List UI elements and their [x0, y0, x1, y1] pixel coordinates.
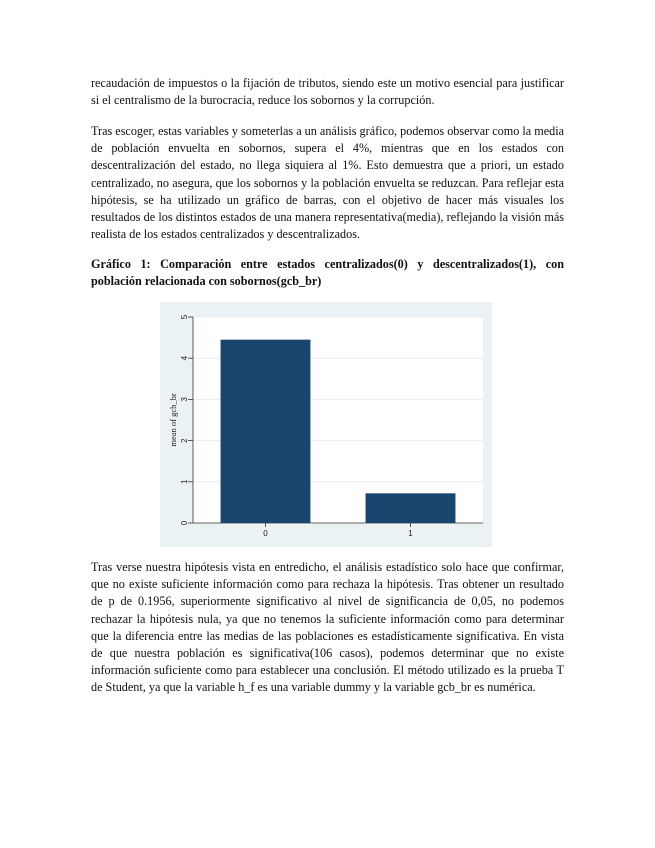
paragraph-analysis: Tras escoger, estas variables y someterlas a un análisis gráfico, podemos observar como la media de población envuelta en sobornos, supera el 4%, mientras que en los estados con descentralización del estado, no llega siquiera al 1%. Esto demuestra que a priori, un estado centralizado, no asegura, que los sobornos y la población envuelta se reduzcan. Para reflejar esta hipótesis, se ha utilizado un gráfico de barras, con el objetivo de hacer más visuales los resultados de los distintos estados de una manera representativa(media), reflejando la visión más realista de los estados centralizados y descentralizados. — [91, 124, 564, 242]
bar-chart — [160, 302, 492, 547]
y-tick-label: 3 — [180, 397, 189, 402]
y-tick-label: 0 — [180, 520, 189, 526]
bar — [221, 340, 311, 523]
y-tick-label: 2 — [180, 438, 189, 443]
figure-caption: Gráfico 1: Comparación entre estados centralizados(0) y descentralizados(1), con población relacionada con sobornos(gcb_br) — [91, 257, 564, 289]
bar-chart-svg — [160, 302, 492, 547]
y-tick-label: 5 — [180, 314, 189, 320]
paragraph-intro: recaudación de impuestos o la fijación de tributos, siendo este un motivo esencial para justificar si el centralismo de la burocracia, reduce los sobornos y la corrupción. — [91, 76, 564, 108]
bar — [366, 493, 456, 523]
y-tick-label: 1 — [180, 479, 189, 485]
paragraph-conclusion: Tras verse nuestra hipótesis vista en entredicho, el análisis estadístico solo hace que confirmar, que no existe suficiente información como para rechaza la hipótesis. Tras obtener un resultado de p de 0.1956, superiormente significativo al nivel de significancia de 0,05, no podemos rechazar la hipótesis nula, ya que no tenemos la suficiente información como para determinar que la diferencia entre las medias de las poblaciones es estadísticamente significativa. En vista de que nuestra población es significativa(106 casos), podemos determinar que no existe información suficiente como para establecer una conclusión. El método utilizado es la prueba T de Student, ya que la variable h_f es una variable dummy y la variable gcb_br es numérica. — [91, 560, 564, 695]
y-tick-label: 4 — [180, 355, 189, 361]
y-axis-label: mean of gcb_br — [168, 393, 178, 447]
x-tick-label: 0 — [263, 529, 268, 538]
x-tick-label: 1 — [408, 529, 413, 538]
